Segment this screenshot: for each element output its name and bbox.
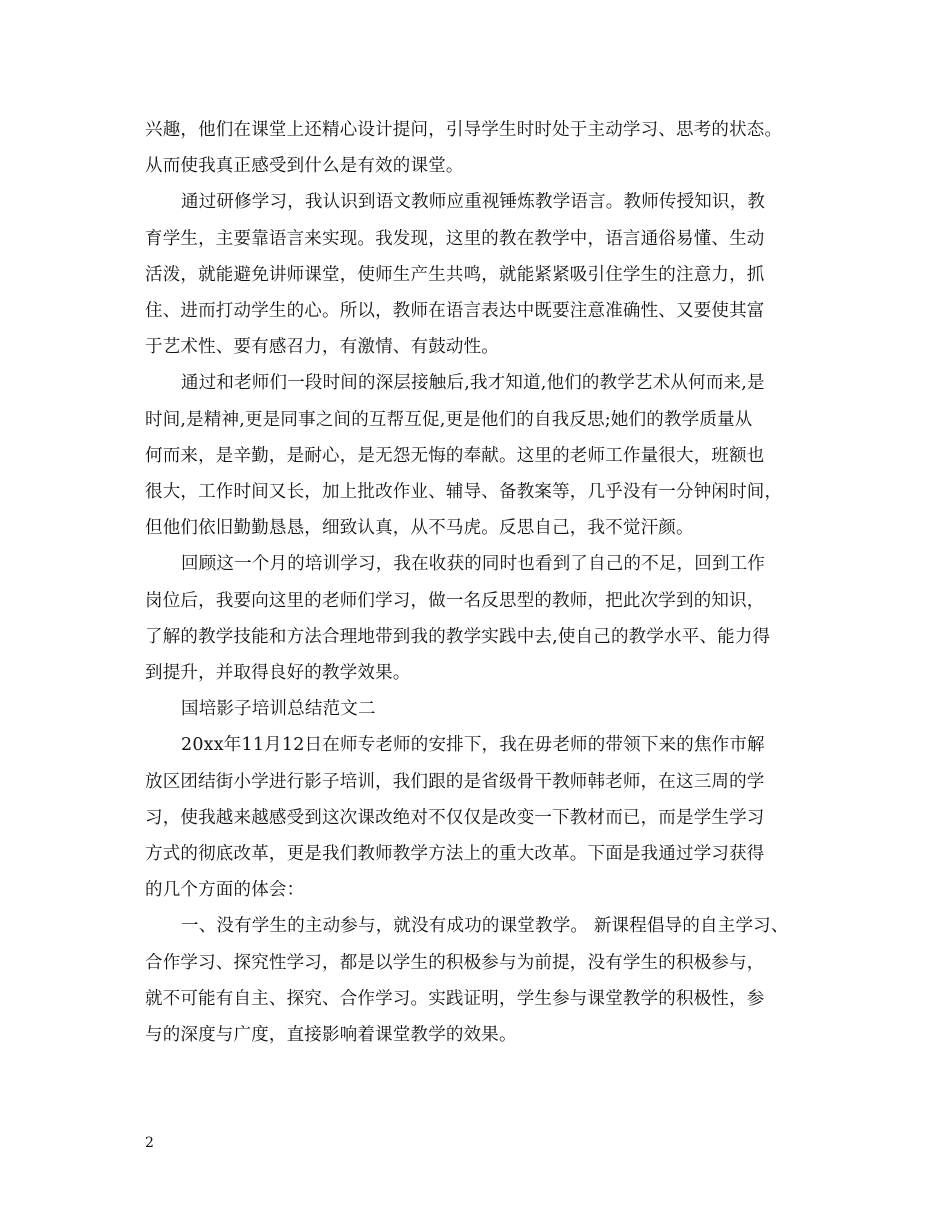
text-line: 但他们依旧勤勤恳恳，细致认真，从不马虎。反思自己，我不觉汗颜。 [145,518,694,539]
text-line: 到提升，并取得良好的教学效果。 [145,663,411,684]
text-line: 兴趣，他们在课堂上还精心设计提问，引导学生时时处于主动学习、思考的状态。 [145,120,783,140]
text-line: 通过和老师们一段时间的深层接触后,我才知道,他们的教学艺术从何而来,是 [181,373,765,394]
text-line: 从而使我真正感受到什么是有效的课堂。 [145,156,464,177]
text-line: 住、进而打动学生的心。所以，教师在语言表达中既要注意准确性、又要使其富 [145,301,765,322]
text-line: 岗位后，我要向这里的老师们学习，做一名反思型的教师，把此次学到的知识， [145,590,765,611]
text-line: 时间,是精神,更是同事之间的互帮互促,更是他们的自我反思;她们的教学质量从 [145,409,753,430]
text-line: 活泼，就能避免讲师课堂，使师生产生共鸣，就能紧紧吸引住学生的注意力，抓 [145,264,765,285]
text-line: 了解的教学技能和方法合理地带到我的教学实践中去,使自己的教学水平、能力得 [145,626,771,647]
text-line: 育学生，主要靠语言来实现。我发现，这里的教在教学中，语言通俗易懂、生动 [145,228,765,249]
body-text [145,112,825,1053]
text-line: 于艺术性、要有感召力，有激情、有鼓动性。 [145,337,499,358]
text-line: 的几个方面的体会： [145,880,305,901]
text-line: 20xx年11月12日在师专老师的安排下，我在毋老师的带领下来的焦作市解 [181,735,765,756]
text-line: 何而来，是辛勤，是耐心，是无怨无悔的奉献。这里的老师工作量很大，班额也 [145,445,765,466]
text-line: 一、没有学生的主动参与，就没有成功的课堂教学。 新课程倡导的自主学习、 [181,916,789,937]
page-number: 2 [145,1135,154,1151]
text-line: 与的深度与广度，直接影响着课堂教学的效果。 [145,1025,517,1046]
text-line: 放区团结街小学进行影子培训，我们跟的是省级骨干教师韩老师，在这三周的学 [145,771,765,792]
text-line: 方式的彻底改革，更是我们教师教学方法上的重大改革。下面是我通过学习获得 [145,844,765,865]
text-line: 通过研修学习，我认识到语文教师应重视锤炼教学语言。教师传授知识，教 [181,192,766,213]
text-line: 回顾这一个月的培训学习，我在收获的同时也看到了自己的不足，回到工作 [181,554,766,575]
section-heading: 国培影子培训总结范文二 [181,699,376,720]
text-line: 合作学习、探究性学习，都是以学生的积极参与为前提，没有学生的积极参与， [145,952,765,973]
text-line: 就不可能有自主、探究、合作学习。实践证明，学生参与课堂教学的积极性，参 [145,988,765,1009]
text-line: 很大，工作时间又长，加上批改作业、辅导、备教案等，几乎没有一分钟闲时间， [145,482,783,503]
text-line: 习，使我越来越感受到这次课改绝对不仅仅是改变一下教材而已，而是学生学习 [145,807,765,828]
